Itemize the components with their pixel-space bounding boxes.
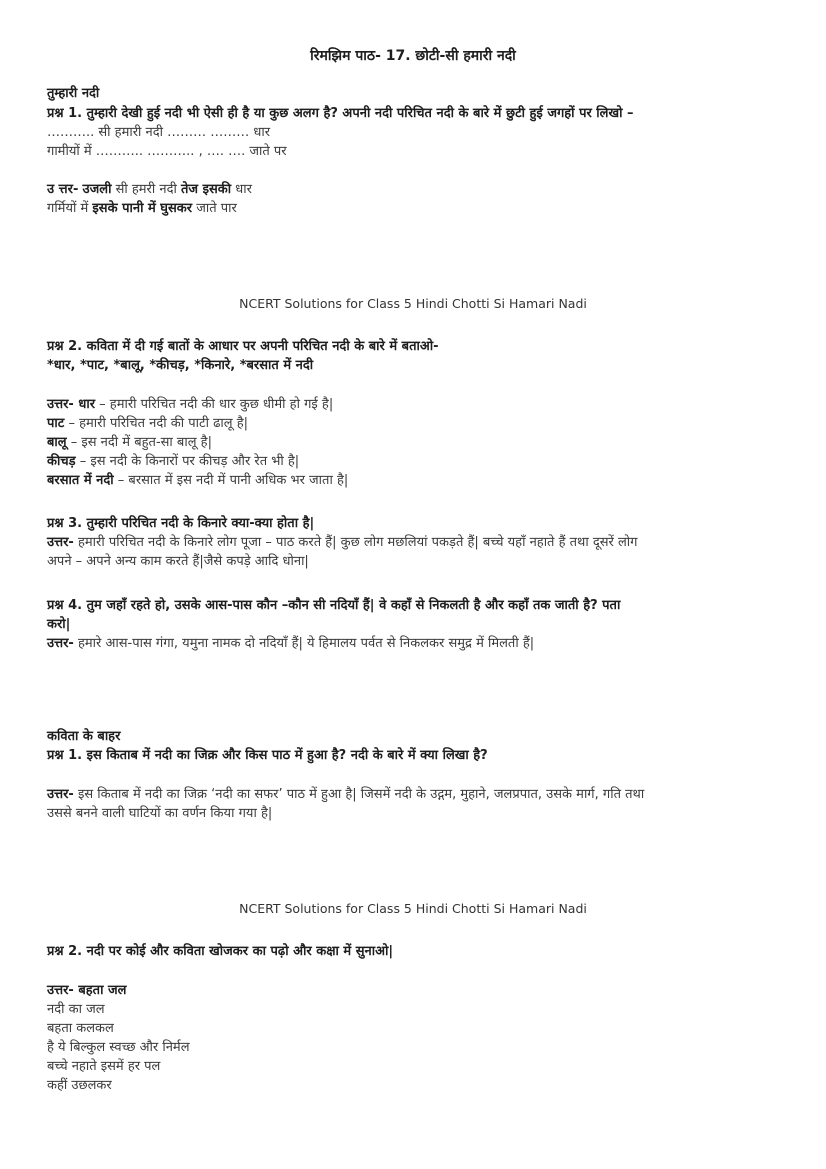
ncert-link-1[interactable]: NCERT Solutions for Class 5 Hindi Chotti Si Hamari Nadi: [239, 296, 587, 311]
poem-line: बहता कलकल: [47, 1021, 114, 1036]
poem-line: कहीं उछलकर: [47, 1078, 112, 1093]
answer-1-line-1: [47, 180, 252, 199]
question-3: प्रश्न 3. तुम्हारी परिचित नदी के किनारे क्या-क्या होता है|: [47, 516, 315, 531]
answer-2-item: [47, 452, 299, 471]
answer-1-line-2: उससे बनने वाली घाटियों का वर्णन किया गया है|: [47, 806, 273, 821]
item-label: बालू: [47, 435, 67, 450]
item-label: उत्तर- धार: [47, 397, 96, 412]
question-1: प्रश्न 1. इस किताब में नदी का जिक्र और किस पाठ में हुआ है? नदी के बारे में क्या लिखा है?: [47, 748, 488, 763]
section-heading: तुम्हारी नदी: [47, 86, 100, 101]
answer-text: इस किताब में नदी का जिक्र ‘नदी का सफर’ पाठ में हुआ है| जिसमें नदी के उद्गम, मुहाने, जलप्रपात, उसके मार्ग, गति तथा: [77, 787, 645, 802]
page-title: रिमझिम पाठ- 17. छोटी-सी हमारी नदी: [310, 48, 516, 64]
item-text: – इस नदी में बहुत-सा बालू है|: [70, 435, 212, 450]
answer-text: गर्मियों में: [47, 201, 89, 216]
poem-line: बच्चे नहाते इसमें हर पल: [47, 1059, 161, 1074]
answer-2-item: [47, 471, 348, 490]
answer-1-line-1: [47, 785, 644, 804]
answer-text: धार: [235, 182, 252, 197]
answer-fill: उजली: [82, 182, 112, 197]
item-text: – बरसात में इस नदी में पानी अधिक भर जाता है|: [117, 473, 349, 488]
answer-label: उत्तर-: [47, 787, 74, 802]
question-4-cont: करो|: [47, 617, 71, 632]
answer-2-item: [47, 395, 333, 414]
question-2: प्रश्न 2. कविता में दी गई बातों के आधार पर अपनी परिचित नदी के बारे में बताओ-: [47, 339, 439, 354]
blank-line-2: गामीयों में ……….. ……….. , …. …. जाते पर: [47, 144, 287, 159]
blank-line-1: ……….. सी हमारी नदी ……… ……… धार: [47, 125, 271, 140]
poem-line: है ये बिल्कुल स्वच्छ और निर्मल: [47, 1040, 190, 1055]
answer-2-item: [47, 433, 212, 452]
answer-heading: उत्तर- बहता जल: [47, 983, 127, 998]
question-2: प्रश्न 2. नदी पर कोई और कविता खोजकर का पढ़ो और कक्षा में सुनाओ|: [47, 944, 394, 959]
item-text: – हमारी परिचित नदी की धार कुछ धीमी हो गई है|: [99, 397, 334, 412]
item-label: बरसात में नदी: [47, 473, 114, 488]
answer-fill: इसके पानी में घुसकर: [92, 201, 193, 216]
answer-fill: तेज इसकी: [181, 182, 232, 197]
poem-line: नदी का जल: [47, 1002, 105, 1017]
section-heading: कविता के बाहर: [47, 729, 121, 744]
ncert-link-2[interactable]: NCERT Solutions for Class 5 Hindi Chotti Si Hamari Nadi: [239, 901, 587, 916]
answer-text: हमारी परिचित नदी के किनारे लोग पूजा – पाठ करते हैं| कुछ लोग मछलियां पकड़ते हैं| बच्चे यहाँ नहाते हैं तथा दूसरें लोग: [77, 535, 638, 550]
answer-text: जाते पार: [196, 201, 237, 216]
item-label: कीचड़: [47, 454, 76, 469]
item-text: – हमारी परिचित नदी की पाटी ढालू है|: [68, 416, 248, 431]
question-1: प्रश्न 1. तुम्हारी देखी हुई नदी भी ऐसी ही है या कुछ अलग है? अपनी नदी परिचित नदी के बारे में छुटी हुई जगहों पर लिखो –: [47, 106, 634, 121]
item-label: पाट: [47, 416, 65, 431]
answer-label: उत्तर-: [47, 535, 74, 550]
answer-3-line-2: अपने – अपने अन्य काम करते हैं|जैसे कपड़े आदि धोना|: [47, 554, 309, 569]
answer-label: उ त्तर-: [47, 182, 79, 197]
answer-4: [47, 634, 534, 653]
answer-text: सी हमरी नदी: [115, 182, 177, 197]
question-2-options: *धार, *पाट, *बालू, *कीचड़, *किनारे, *बरसात में नदी: [47, 358, 314, 373]
answer-text: हमारे आस-पास गंगा, यमुना नामक दो नदियाँ हैं| ये हिमालय पर्वत से निकलकर समुद्र में मिलती हैं|: [77, 636, 535, 651]
answer-1-line-2: [47, 199, 237, 218]
answer-label: उत्तर-: [47, 636, 74, 651]
answer-2-item: [47, 414, 248, 433]
answer-3-line-1: [47, 533, 638, 552]
item-text: – इस नदी के किनारों पर कीचड़ और रेत भी है|: [79, 454, 300, 469]
question-4: प्रश्न 4. तुम जहाँ रहते हो, उसके आस-पास कौन –कौन सी नदियाँ हैं| वे कहाँ से निकलती है और कहाँ तक जाती है? पता: [47, 598, 621, 613]
